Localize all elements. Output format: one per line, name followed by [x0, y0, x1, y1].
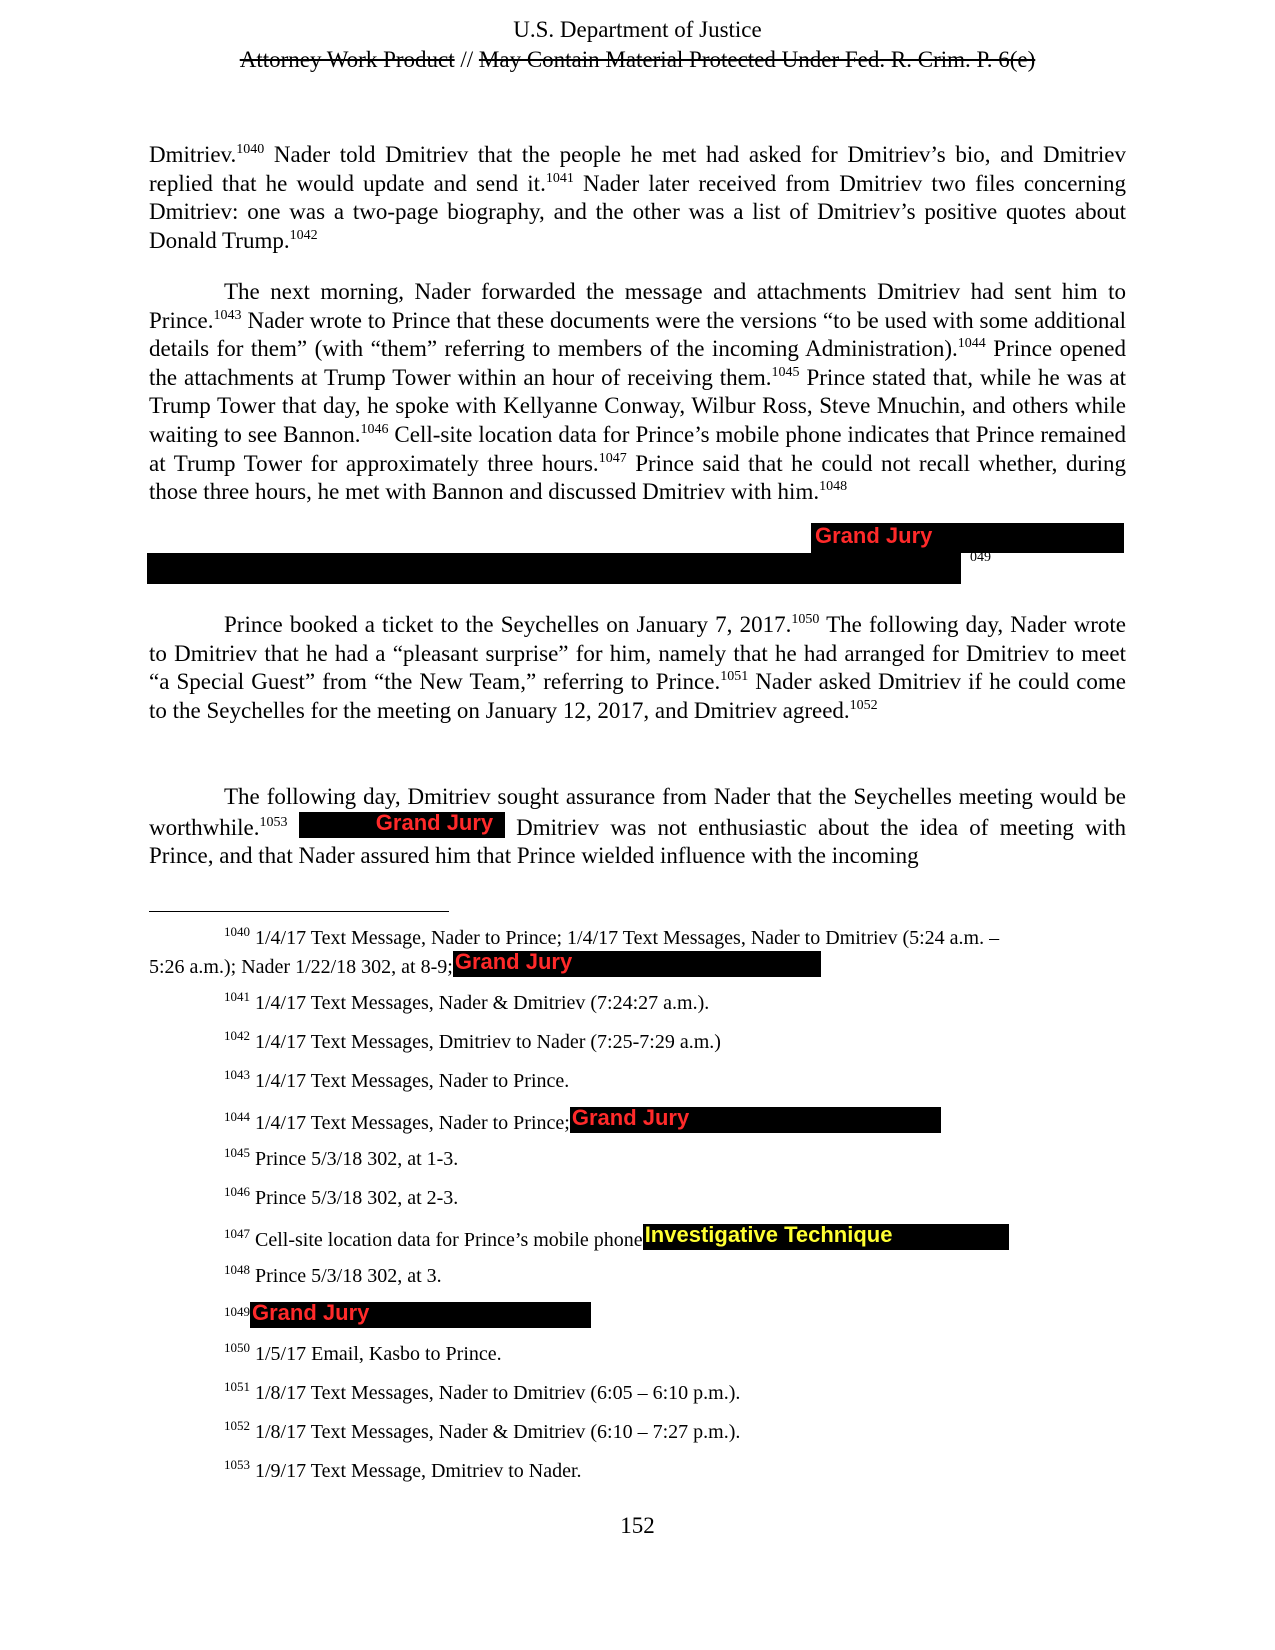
p3-text-a: Prince booked a ticket to the Seychelles on January 7, 2017. — [224, 612, 792, 637]
footnote-ref-1047[interactable]: 1047 — [598, 450, 627, 466]
investigative-technique-label: Investigative Technique — [644, 1224, 893, 1247]
footnote-number: 1050 — [224, 1340, 250, 1355]
footnote-ref-1044[interactable]: 1044 — [957, 336, 986, 352]
page-number: 152 — [620, 1513, 655, 1538]
footnote-text: 1/4/17 Text Message, Nader to Prince; 1/4/17 Text Messages, Nader to Dmitriev (5:24 a.m. – — [250, 927, 1000, 949]
grand-jury-label: Grand Jury — [375, 811, 494, 835]
grand-jury-redaction — [250, 1302, 591, 1328]
p3-text-c: Nader asked Dmitriev if he could come to the Seychelles for the meeting on January 12, 2017, and Dmitriev agreed. — [149, 669, 1127, 723]
p2-text-d: Prince stated that, while he was at Trump Tower that day, he spoke with Kellyanne Conway, Wilbur Ross, Steve Mnuchin, and others while waiting to see Bannon. — [149, 364, 1126, 447]
investigative-technique-redaction — [643, 1224, 1009, 1250]
footnote-ref-1051[interactable]: 1051 — [720, 669, 749, 685]
footnote-1041 — [149, 990, 1126, 1016]
footnote-1046 — [149, 1185, 1126, 1211]
footnote-ref-1041[interactable]: 1041 — [545, 170, 574, 186]
footnote-ref-1045[interactable]: 1045 — [771, 364, 800, 380]
footnote-text: 1/9/17 Text Message, Dmitriev to Nader. — [250, 1460, 582, 1482]
footnote-number: 1040 — [224, 924, 250, 939]
footnote-text: Prince 5/3/18 302, at 1-3. — [250, 1148, 459, 1170]
p4-text-a: The following day, Dmitriev sought assurance from Nader that the Seychelles meeting would be worthwhile. — [149, 784, 1126, 840]
footnote-number: 1049 — [224, 1304, 250, 1319]
footnote-number: 1048 — [224, 1262, 250, 1277]
p2-text-f: Prince said that he could not recall whether, during those three hours, he met with Bannon and discussed Dmitriev with him. — [149, 450, 1127, 505]
footnote-1047 — [149, 1224, 1126, 1253]
footnote-text: Prince 5/3/18 302, at 2-3. — [250, 1187, 459, 1209]
footnote-ref-1049-fragment: 049 — [970, 550, 991, 565]
footnote-1049 — [149, 1302, 1126, 1331]
footnote-text-cont: 5:26 a.m.); Nader 1/22/18 302, at 8-9; — [149, 956, 453, 978]
paragraph-3 — [149, 611, 1126, 725]
footnote-ref-1040[interactable]: 1040 — [236, 142, 265, 157]
p2-text-c: Prince opened the attachments at Trump Tower within an hour of receiving them. — [149, 336, 1126, 390]
grand-jury-redaction — [299, 812, 505, 838]
footnote-number: 1053 — [224, 1457, 250, 1472]
footnote-1042 — [149, 1029, 1126, 1055]
grand-jury-redaction-block — [811, 523, 1124, 553]
footnote-number: 1041 — [224, 989, 250, 1004]
header-marking — [0, 46, 1275, 74]
p3-text-b: The following day, Nader wrote to Dmitriev that he had a “pleasant surprise” for him, namely that he had arranged for Dmitriev to meet “a Special Guest” from “the New Team,” referring to Prince. — [149, 612, 1126, 695]
footnote-number: 1044 — [224, 1109, 250, 1124]
footnote-text: 1/8/17 Text Messages, Nader to Dmitriev (6:05 – 6:10 p.m.). — [250, 1382, 741, 1404]
footnote-ref-1046[interactable]: 1046 — [360, 421, 389, 437]
grand-jury-redaction — [453, 951, 821, 977]
footnote-text: 1/4/17 Text Messages, Nader to Prince; — [250, 1112, 570, 1134]
footnote-text: 1/8/17 Text Messages, Nader & Dmitriev (6:10 – 7:27 p.m.). — [250, 1421, 741, 1443]
footnote-ref-1042[interactable]: 1042 — [289, 227, 318, 243]
grand-jury-label: Grand Jury — [454, 951, 573, 974]
footnote-number: 1052 — [224, 1418, 250, 1433]
footnote-separator — [149, 911, 449, 912]
footnote-1050 — [149, 1341, 1126, 1367]
p1-text-a: Dmitriev. — [149, 142, 237, 167]
footnote-ref-1052[interactable]: 1052 — [849, 697, 878, 713]
footnote-number: 1042 — [224, 1028, 250, 1043]
footnote-text: 1/4/17 Text Messages, Nader & Dmitriev (7:24:27 a.m.). — [250, 992, 710, 1014]
footnote-1048 — [149, 1263, 1126, 1289]
footnote-text: Cell-site location data for Prince’s mobile phone — [250, 1229, 643, 1251]
footnote-number: 1047 — [224, 1226, 250, 1241]
work-product-marking: Attorney Work Product — [239, 47, 455, 72]
paragraph-4 — [149, 783, 1126, 871]
p1-text-b: Nader told Dmitriev that the people he met had asked for Dmitriev’s bio, and Dmitriev replied that he would update and send it. — [149, 142, 1126, 196]
p2-text-a: The next morning, Nader forwarded the message and attachments Dmitriev had sent him to Prince. — [149, 279, 1126, 333]
footnote-ref-1043[interactable]: 1043 — [213, 307, 242, 323]
grand-jury-redaction — [570, 1107, 941, 1133]
p4-text-b: Dmitriev was not enthusiastic about the idea of meeting with Prince, and that Nader assured him that Prince wielded influence with the incoming — [149, 814, 1126, 869]
footnote-1053 — [149, 1458, 1126, 1484]
footnote-text: 1/4/17 Text Messages, Nader to Prince. — [250, 1070, 570, 1092]
footnote-text: 1/5/17 Email, Kasbo to Prince. — [250, 1343, 502, 1365]
protected-marking: May Contain Material Protected Under Fed. R. Crim. P. 6(e) — [478, 47, 1036, 72]
footnote-number: 1043 — [224, 1067, 250, 1082]
footnote-number: 1046 — [224, 1184, 250, 1199]
footnote-ref-1050[interactable]: 1050 — [791, 612, 820, 627]
grand-jury-label: Grand Jury — [252, 1302, 370, 1325]
footnote-1040 — [149, 925, 1126, 980]
footnote-ref-1053[interactable]: 1053 — [259, 814, 288, 830]
p2-text-b: Nader wrote to Prince that these documents were the versions “to be used with some additional details for them” (with “them” referring to members of the incoming Administration). — [149, 307, 1126, 362]
paragraph-1 — [149, 141, 1126, 255]
marking-separator: // — [454, 47, 479, 72]
footnote-text: 1/4/17 Text Messages, Dmitriev to Nader (7:25-7:29 a.m.) — [250, 1031, 721, 1053]
grand-jury-label: Grand Jury — [571, 1107, 690, 1130]
footnote-1043 — [149, 1068, 1126, 1094]
header-agency: U.S. Department of Justice — [513, 17, 762, 42]
footnote-1045 — [149, 1146, 1126, 1172]
footnote-1052 — [149, 1419, 1126, 1445]
footnote-1044 — [149, 1107, 1126, 1136]
footnote-number: 1045 — [224, 1145, 250, 1160]
footnote-ref-1048[interactable]: 1048 — [819, 479, 848, 495]
grand-jury-label: Grand Jury — [815, 523, 933, 548]
p1-text-c: Nader later received from Dmitriev two files concerning Dmitriev: one was a two-page biography, and the other was a list of Dmitriev’s positive quotes about Donald Trump. — [149, 170, 1126, 253]
p2-text-e: Cell-site location data for Prince’s mobile phone indicates that Prince remained at Trump Tower for approximately three hours. — [149, 421, 1126, 476]
footnote-1051 — [149, 1380, 1126, 1406]
paragraph-2 — [149, 278, 1126, 507]
footnote-number: 1051 — [224, 1379, 250, 1394]
redaction-bar — [147, 553, 961, 584]
footnote-text: Prince 5/3/18 302, at 3. — [250, 1265, 442, 1287]
